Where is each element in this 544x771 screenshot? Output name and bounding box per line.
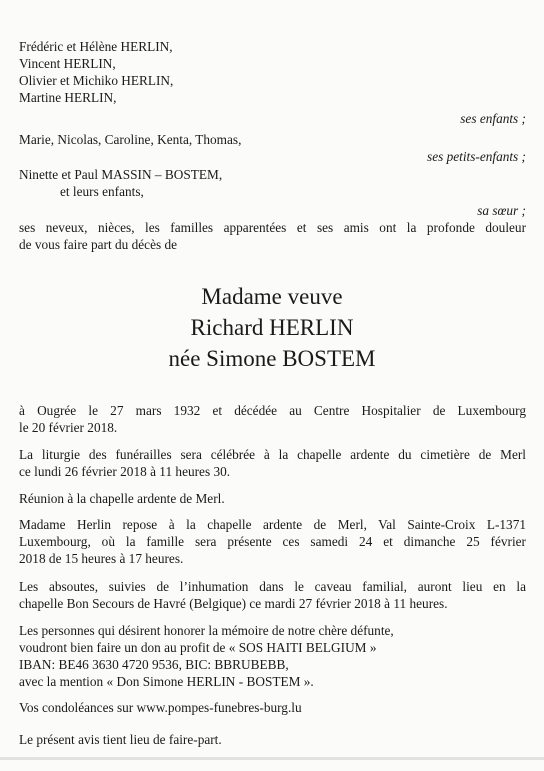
rest-line-1: Madame Herlin repose à la chapelle ardente de Merl, Val Sainte-Croix L-1371 xyxy=(19,517,526,532)
condolences-line: Vos condoléances sur www.pompes-funebres-burg.lu xyxy=(19,700,302,715)
birth-death-line-2: le 20 février 2018. xyxy=(19,420,118,435)
donation-line-2: voudront bien faire un don au profit de « SOS HAITI BELGIUM » xyxy=(19,640,377,655)
burial-line-1: Les absoutes, suivies de l’inhumation dans le caveau familial, auront lieu en la xyxy=(19,579,526,594)
faire-part-note: Le présent avis tient lieu de faire-part. xyxy=(19,732,222,747)
others-line-1: ses neveux, nièces, les familles apparentées et ses amis ont la profonde douleur xyxy=(19,220,526,235)
donation-mention: avec la mention « Don Simone HERLIN - BOSTEM ». xyxy=(19,674,314,689)
deceased-title-1: Madame veuve xyxy=(201,284,343,309)
rest-line-3: 2018 de 15 heures à 17 heures. xyxy=(19,551,184,566)
grandchildren-role: ses petits-enfants ; xyxy=(427,149,526,164)
rest-paragraph xyxy=(19,516,526,567)
reunion-line: Réunion à la chapelle ardente de Merl. xyxy=(19,491,225,506)
child-4: Martine HERLIN, xyxy=(19,90,117,105)
child-3: Olivier et Michiko HERLIN, xyxy=(19,73,174,88)
rest-line-2: Luxembourg, où la famille sera présente ces samedi 24 et dimanche 25 février xyxy=(19,534,526,549)
birth-death-paragraph xyxy=(19,402,526,436)
burial-line-2: chapelle Bon Secours de Havré (Belgique) ce mardi 27 février 2018 à 11 heures. xyxy=(19,596,448,611)
sister-children: et leurs enfants, xyxy=(60,184,144,199)
child-2: Vincent HERLIN, xyxy=(19,56,116,71)
funeral-paragraph xyxy=(19,446,526,480)
deceased-title-3: née Simone BOSTEM xyxy=(168,346,376,371)
funeral-line-1: La liturgie des funérailles sera célébrée à la chapelle ardente du cimetière de Merl xyxy=(19,447,526,462)
others-line-2: de vous faire part du décès de xyxy=(19,237,178,252)
sister-role: sa sœur ; xyxy=(477,203,526,218)
children-role: ses enfants ; xyxy=(460,111,526,126)
funeral-line-2: ce lundi 26 février 2018 à 11 heures 30. xyxy=(19,464,231,479)
page-bottom-edge xyxy=(0,757,544,760)
donation-iban: IBAN: BE46 3630 4720 9536, BIC: BBRUBEBB, xyxy=(19,657,289,672)
birth-death-line-1: à Ougrée le 27 mars 1932 et décédée au Centre Hospitalier de Luxembourg xyxy=(19,403,526,418)
others-paragraph xyxy=(19,219,526,253)
deceased-title-2: Richard HERLIN xyxy=(190,315,354,340)
grandchildren: Marie, Nicolas, Caroline, Kenta, Thomas, xyxy=(19,132,242,147)
donation-line-1: Les personnes qui désirent honorer la mémoire de notre chère défunte, xyxy=(19,623,394,638)
burial-paragraph xyxy=(19,578,526,612)
sister: Ninette et Paul MASSIN – BOSTEM, xyxy=(19,167,223,182)
child-1: Frédéric et Hélène HERLIN, xyxy=(19,39,173,54)
